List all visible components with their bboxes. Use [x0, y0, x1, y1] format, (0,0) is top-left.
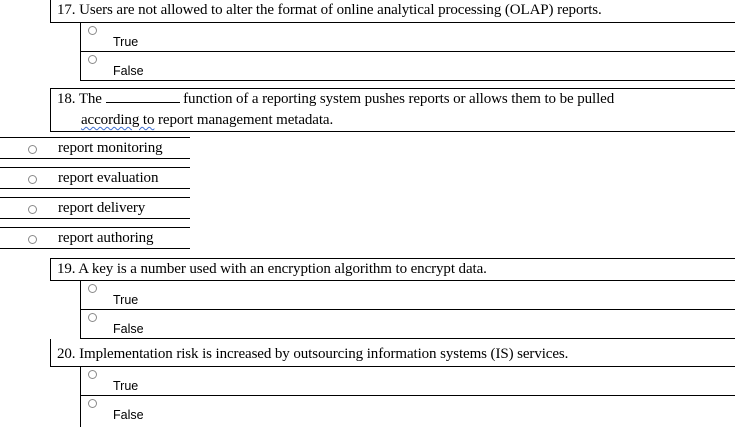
divider: [0, 188, 190, 189]
q19-option-true[interactable]: [80, 281, 735, 310]
question-18-text-start: 18. The: [57, 91, 106, 107]
q18-option-report-authoring[interactable]: [0, 227, 190, 251]
question-20: [50, 339, 735, 367]
option-label: True: [113, 35, 139, 49]
radio-button[interactable]: [88, 399, 97, 408]
q18-option-report-delivery[interactable]: [0, 197, 190, 221]
option-label: report evaluation: [58, 170, 159, 186]
q18-option-report-monitoring[interactable]: [0, 137, 190, 161]
option-label: False: [113, 408, 144, 422]
q18-option-report-evaluation[interactable]: [0, 167, 190, 191]
question-19-text: 19. A key is a number used with an encryption algorithm to encrypt data.: [57, 261, 487, 277]
divider: [0, 248, 190, 249]
question-18: [50, 88, 735, 132]
option-label: report authoring: [58, 230, 154, 246]
grammar-underlined-text: according to: [81, 112, 155, 128]
q20-option-true[interactable]: [80, 367, 735, 396]
radio-button[interactable]: [28, 205, 37, 214]
radio-button[interactable]: [88, 26, 97, 35]
question-19: [50, 258, 735, 281]
radio-button[interactable]: [28, 145, 37, 154]
radio-button[interactable]: [28, 175, 37, 184]
option-label: report monitoring: [58, 140, 163, 156]
q17-option-false[interactable]: [80, 52, 735, 81]
radio-button[interactable]: [88, 284, 97, 293]
radio-button[interactable]: [88, 370, 97, 379]
option-label: False: [113, 322, 144, 336]
option-label: True: [113, 379, 139, 393]
q20-option-false[interactable]: [80, 396, 735, 427]
option-label: report delivery: [58, 200, 146, 216]
radio-button[interactable]: [88, 313, 97, 322]
q19-option-false[interactable]: [80, 310, 735, 339]
question-18-text-end: function of a reporting system pushes reports or allows them to be pulled: [179, 91, 615, 107]
option-label: False: [113, 64, 144, 78]
divider: [0, 158, 190, 159]
question-17: [50, 0, 735, 23]
fill-in-blank: [106, 90, 180, 103]
radio-button[interactable]: [88, 55, 97, 64]
q17-option-true[interactable]: [80, 23, 735, 52]
question-18-text-line2: report management metadata.: [154, 112, 334, 128]
divider: [0, 218, 190, 219]
option-label: True: [113, 293, 139, 307]
question-20-text: 20. Implementation risk is increased by outsourcing information systems (IS) services.: [57, 346, 569, 362]
radio-button[interactable]: [28, 235, 37, 244]
question-17-text: 17. Users are not allowed to alter the format of online analytical processing (OLAP) reports.: [57, 2, 602, 18]
